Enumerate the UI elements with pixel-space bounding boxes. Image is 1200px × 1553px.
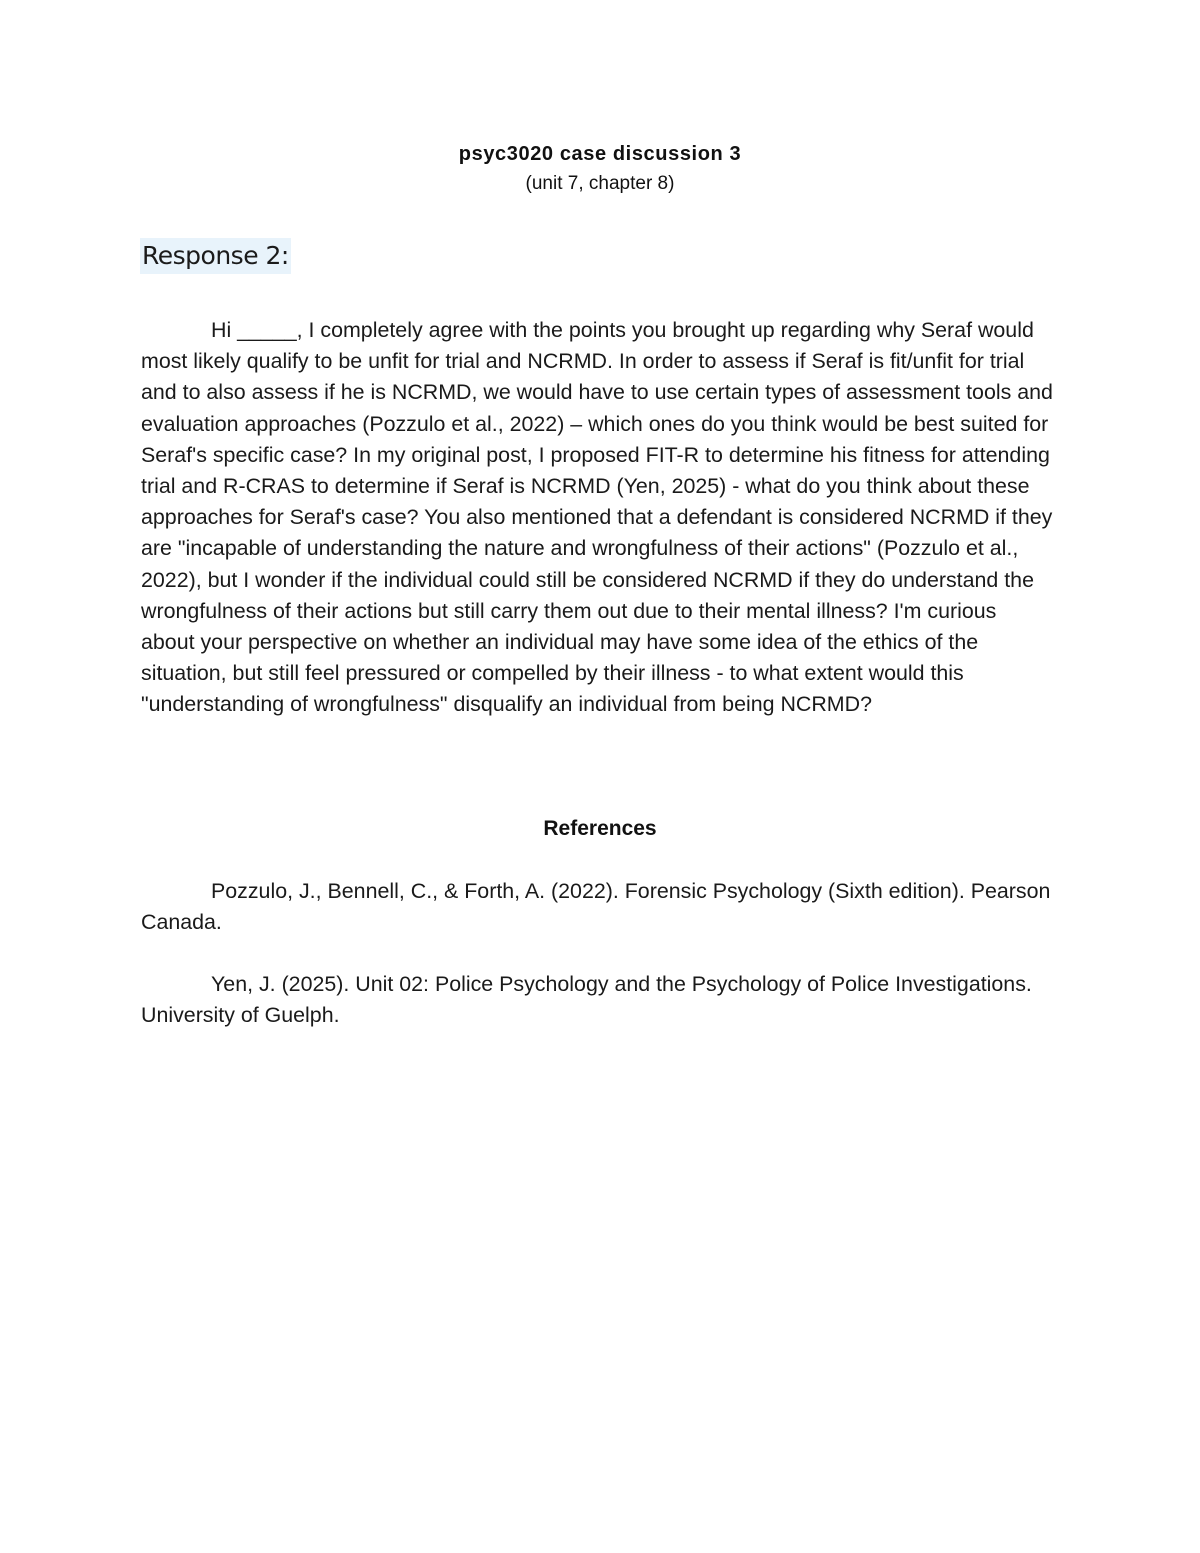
reference-item: Yen, J. (2025). Unit 02: Police Psychology and the Psychology of Police Investigations. University of Guelph. bbox=[141, 972, 1032, 1028]
response-heading: Response 2: bbox=[140, 238, 291, 274]
document-title: psyc3020 case discussion 3 bbox=[458, 143, 742, 165]
references-heading: References bbox=[543, 817, 657, 840]
reference-item: Pozzulo, J., Bennell, C., & Forth, A. (2022). Forensic Psychology (Sixth edition). Pearson Canada. bbox=[141, 879, 1051, 935]
document-subtitle: (unit 7, chapter 8) bbox=[525, 173, 675, 194]
response-body: Hi _____, I completely agree with the points you brought up regarding why Seraf would most likely qualify to be unfit for trial and NCRMD. In order to assess if Seraf is fit/unfit for trial and to also assess if he is NCRMD, we would have to use certain types of assessment tools and evaluation approaches (Pozzulo et al., 2022) – which ones do you think would be best suited for Seraf's specific case? In my original post, I proposed FIT-R to determine his fitness for attending trial and R-CRAS to determine if Seraf is NCRMD (Yen, 2025) - what do you think about these approaches for Seraf's case? You also mentioned that a defendant is considered NCRMD if they are "incapable of understanding the nature and wrongfulness of their actions" (Pozzulo et al., 2022), but I wonder if the individual could still be considered NCRMD if they do understand the wrongfulness of their actions but still carry them out due to their mental illness? I'm curious about your perspective on whether an individual may have some idea of the ethics of the situation, but still feel pressured or compelled by their illness - to what extent would this "understanding of wrongfulness" disqualify an individual from being NCRMD? bbox=[141, 318, 1053, 717]
